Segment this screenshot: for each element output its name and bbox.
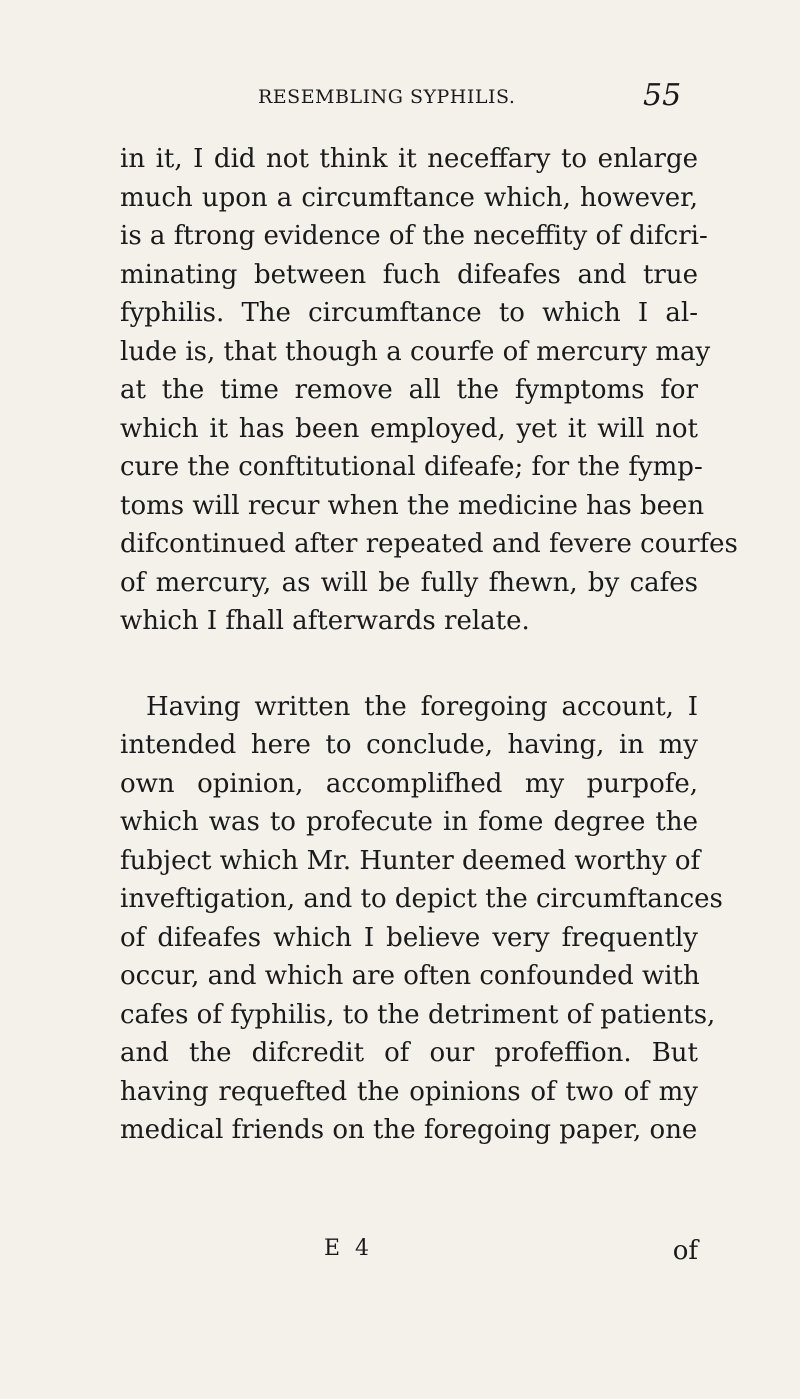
text-line: of mercury, as will be fully fhewn, by cafes <box>120 567 698 598</box>
text-line: which was to profecute in fome degree the <box>120 807 698 837</box>
text-line: of difeafes which I believe very frequently <box>120 922 698 953</box>
text-line: toms will recur when the medicine has been <box>120 490 705 521</box>
text-line: own opinion, accomplifhed my purpofe, <box>120 768 698 799</box>
text-line: is a ftrong evidence of the neceffity of difcri- <box>120 221 708 251</box>
text-line: intended here to conclude, having, in my <box>120 730 698 760</box>
paragraph-2 <box>120 688 723 1150</box>
text-line: at the time remove all the fymptoms for <box>120 375 698 405</box>
text-line: which I fhall afterwards relate. <box>120 606 530 636</box>
page-number: 55 <box>643 78 682 113</box>
text-line: minating between fuch difeafes and true <box>120 259 698 290</box>
text-line: Having written the foregoing account, I <box>146 691 698 722</box>
running-head: RESEMBLING SYPHILIS. <box>258 86 516 108</box>
page-footer <box>120 1236 698 1272</box>
text-line: much upon a circumftance which, however, <box>120 182 698 213</box>
paragraph-gap <box>120 641 698 688</box>
text-line: in it, I did not think it neceffary to enlarge <box>120 144 698 174</box>
body-text <box>120 140 738 1150</box>
text-line: and the difcredit of our profeffion. But <box>120 1038 698 1068</box>
text-line: lude is, that though a courfe of mercury may <box>120 336 711 367</box>
signature-mark: E 4 <box>324 1236 374 1261</box>
paragraph-1 <box>120 140 738 641</box>
text-line: which it has been employed, yet it will not <box>120 413 698 444</box>
text-line: fubject which Mr. Hunter deemed worthy of <box>120 845 701 876</box>
text-line: cafes of fyphilis, to the detriment of patients, <box>120 999 716 1030</box>
text-line: medical friends on the foregoing paper, one <box>120 1115 698 1145</box>
text-line: inveftigation, and to depict the circumftances <box>120 884 723 914</box>
text-line: having requefted the opinions of two of my <box>120 1076 698 1107</box>
text-line: fyphilis. The circumftance to which I al- <box>120 298 698 328</box>
text-line: occur, and which are often confounded with <box>120 961 700 991</box>
text-line: difcontinued after repeated and fevere courfes <box>120 529 738 559</box>
text-line: cure the conftitutional difeafe; for the fymp- <box>120 452 703 482</box>
catchword: of <box>672 1236 698 1266</box>
